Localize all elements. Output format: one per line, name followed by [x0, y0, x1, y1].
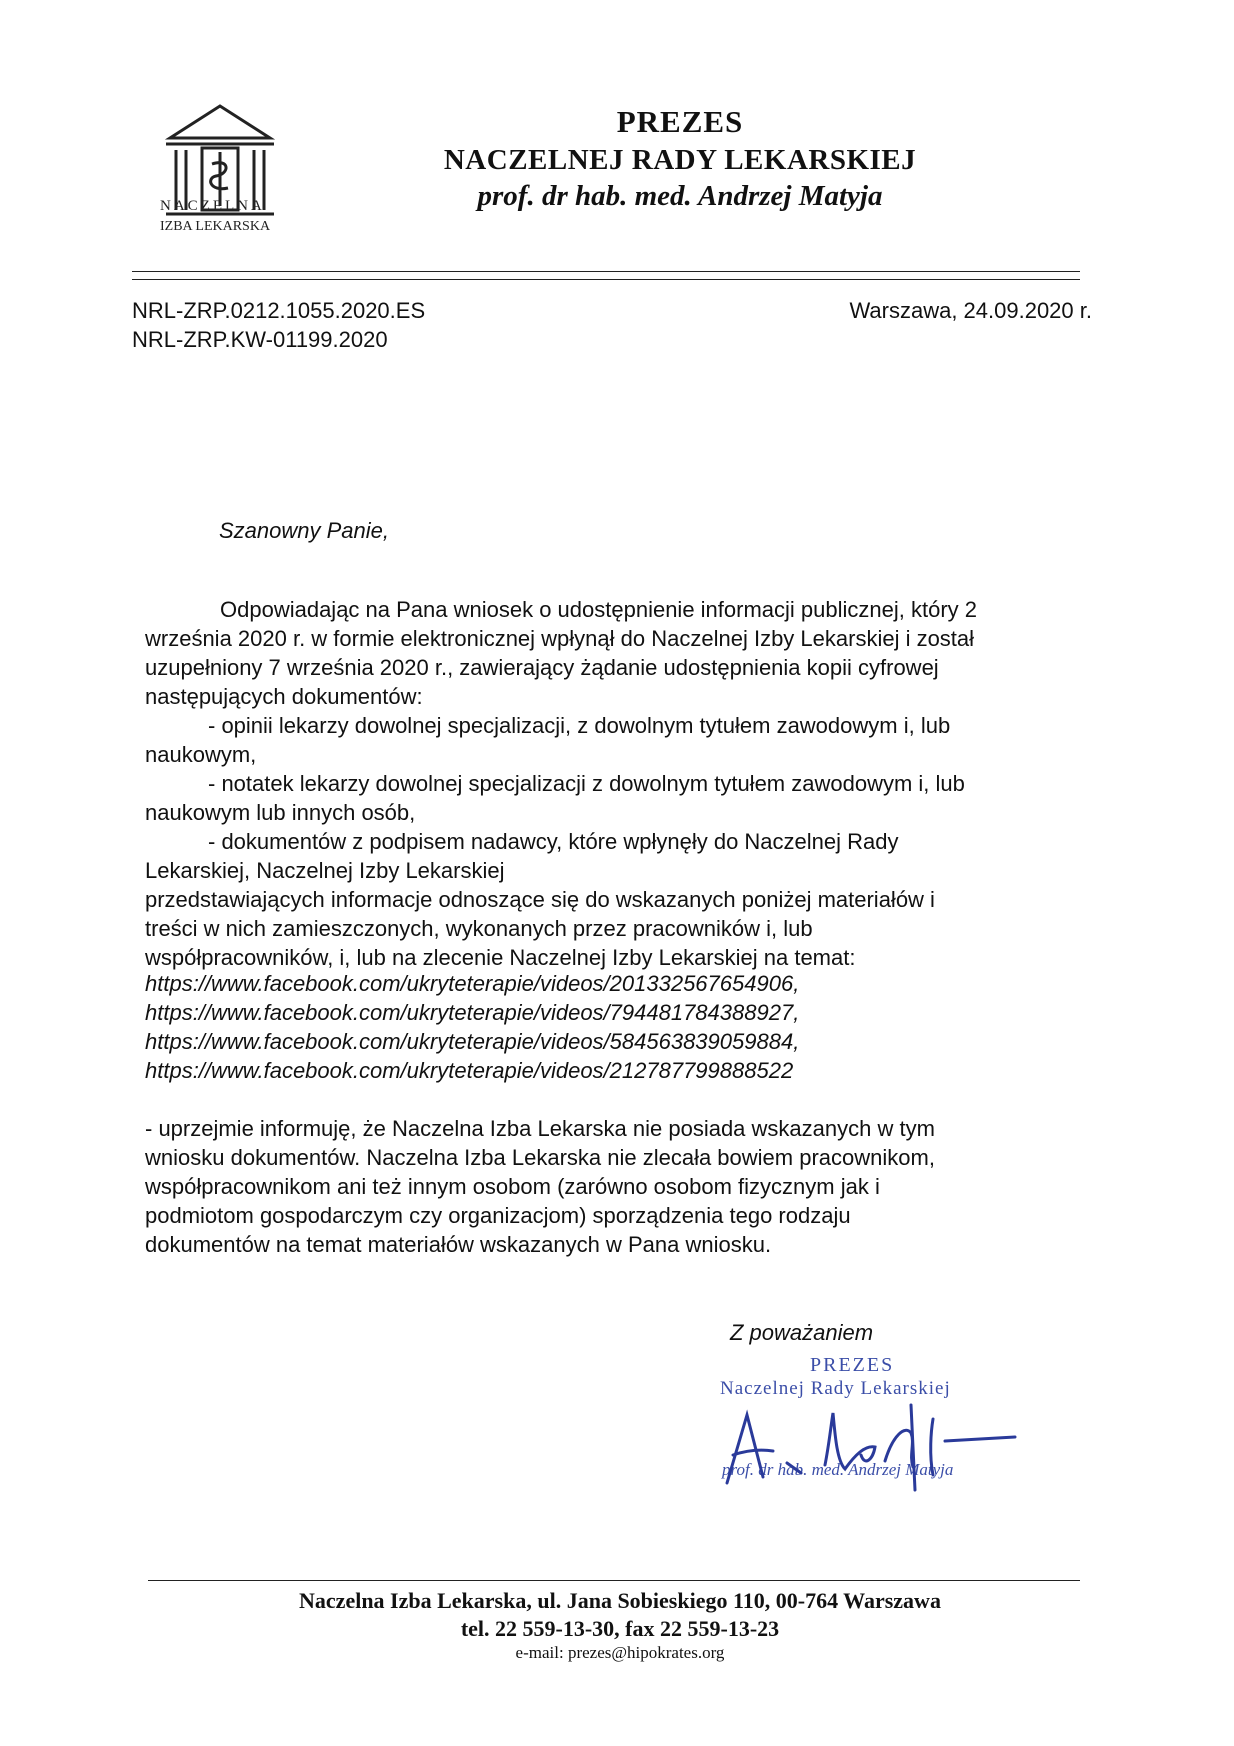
paragraph-line: Lekarskiej, Naczelnej Izby Lekarskiej [145, 858, 505, 883]
header-organization: NACZELNEJ RADY LEKARSKIEJ [443, 144, 917, 176]
paragraph-line: dokumentów na temat materiałów wskazanych w Pana wniosku. [145, 1232, 772, 1257]
paragraph-line: przedstawiających informacje odnoszące się do wskazanych poniżej materiałów i [145, 887, 935, 912]
logo-text-line1: NACZELNA [160, 198, 265, 214]
paragraph-line: - notatek lekarzy dowolnej specjalizacji z dowolnym tytułem zawodowym i, lub [208, 771, 965, 796]
closing-phrase: Z poważaniem [730, 1320, 874, 1345]
footer-phone: tel. 22 559-13-30, fax 22 559-13-23 [460, 1616, 780, 1641]
header-rule-top [132, 271, 1080, 272]
paragraph-request [145, 595, 1090, 972]
footer-rule [148, 1580, 1080, 1581]
stamp-name: prof. dr hab. med. Andrzej Matyja [722, 1460, 954, 1479]
reference-number-2: NRL-ZRP.KW-01199.2020 [132, 327, 388, 352]
stamp-organization: Naczelnej Rady Lekarskiej [720, 1378, 951, 1399]
logo-text-line2: IZBA LEKARSKA [160, 219, 271, 234]
stamp-title: PREZES [810, 1354, 895, 1376]
paragraph-line: współpracownikom ani też innym osobom (zarówno osobom fizycznym jak i [145, 1174, 880, 1199]
paragraph-line: podmiotom gospodarczym czy organizacjom) sporządzenia tego rodzaju [145, 1203, 851, 1228]
paragraph-line: następujących dokumentów: [145, 684, 423, 709]
video-url: https://www.facebook.com/ukryteterapie/videos/794481784388927, [145, 1000, 800, 1025]
video-url: https://www.facebook.com/ukryteterapie/videos/584563839059884, [145, 1029, 800, 1054]
header-title: PREZES [616, 104, 744, 139]
salutation: Szanowny Panie, [219, 518, 389, 543]
paragraph-line: - opinii lekarzy dowolnej specjalizacji, z dowolnym tytułem zawodowym i, lub [208, 713, 951, 738]
reference-number-1: NRL-ZRP.0212.1055.2020.ES [132, 298, 426, 323]
footer-email: e-mail: prezes@hipokrates.org [515, 1643, 725, 1662]
paragraph-line: naukowym, [145, 742, 257, 767]
letter-date: Warszawa, 24.09.2020 r. [849, 298, 1092, 323]
video-url-list [145, 969, 799, 1085]
paragraph-line: - dokumentów z podpisem nadawcy, które wpłynęły do Naczelnej Rady [208, 829, 899, 854]
paragraph-line: - uprzejmie informuję, że Naczelna Izba Lekarska nie posiada wskazanych w tym [145, 1116, 935, 1141]
paragraph-line: września 2020 r. w formie elektronicznej wpłynął do Naczelnej Izby Lekarskiej i został [145, 626, 975, 651]
paragraph-line: Odpowiadając na Pana wniosek o udostępnienie informacji publicznej, który 2 [220, 597, 978, 622]
paragraph-line: uzupełniony 7 września 2020 r., zawierający żądanie udostępnienia kopii cyfrowej [145, 655, 939, 680]
video-url: https://www.facebook.com/ukryteterapie/videos/212787799888522 [145, 1058, 794, 1083]
paragraph-line: treści w nich zamieszczonych, wykonanych przez pracowników i, lub [145, 916, 813, 941]
paragraph-line: wniosku dokumentów. Naczelna Izba Lekarska nie zlecała bowiem pracownikom, [145, 1145, 935, 1170]
video-url: https://www.facebook.com/ukryteterapie/videos/201332567654906, [145, 971, 800, 996]
footer-address: Naczelna Izba Lekarska, ul. Jana Sobieskiego 110, 00-764 Warszawa [299, 1588, 941, 1613]
paragraph-line: naukowym lub innych osób, [145, 800, 416, 825]
header-president-name: prof. dr hab. med. Andrzej Matyja [477, 180, 883, 212]
header-rule-bottom [132, 279, 1080, 280]
handwritten-signature [715, 1385, 1035, 1495]
paragraph-line: współpracowników, i, lub na zlecenie Naczelnej Izby Lekarskiej na temat: [145, 945, 856, 970]
paragraph-answer [145, 1114, 1090, 1259]
